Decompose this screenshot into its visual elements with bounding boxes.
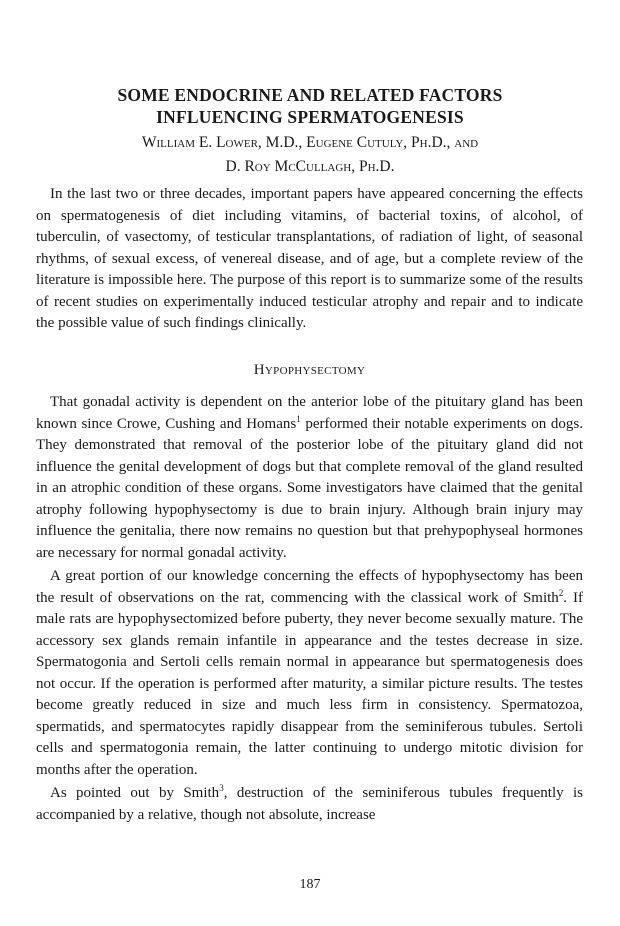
page-number: 187 <box>299 877 321 892</box>
authors-line-1: William E. Lower, M.D., Eugene Cutuly, Ph.D., and <box>141 134 479 151</box>
title-line-1: SOME ENDOCRINE AND RELATED FACTORS <box>117 85 503 105</box>
paragraph-text: As pointed out by Smith <box>50 785 220 801</box>
intro-paragraph: In the last two or three decades, important papers have appeared concerning the effects on spermatogenesis of diet including vitamins, of bacterial toxins, of alcohol, of tuberculin, of vasectomy, of testicular transplantations, of radiation of light, of seasonal rhythms, of sexual excess, of venereal disease, and of age, but a complete review of the literature is impossible here. The purpose of this report is to summarize some of the results of recent studies on experimentally induced testicular atrophy and repair and to indicate the possible value of such findings clinically. <box>36 186 583 331</box>
paragraph-text: A great portion of our knowledge concerning the effects of hypophysectomy has been the result of observations on the rat, commencing with the classical work of Smith <box>36 568 583 606</box>
intro-section <box>36 184 583 335</box>
title-line-2: INFLUENCING SPERMATOGENESIS <box>156 107 464 127</box>
article-title <box>60 84 560 128</box>
hypophysectomy-section <box>36 392 583 826</box>
citation-ref-3: 3 <box>219 783 224 793</box>
paragraph-text: That gonadal activity is dependent on the anterior lobe of the pituitary gland has been known since Crowe, Cushing and Homans <box>36 394 583 432</box>
authors-line-2: D. Roy McCullagh, Ph.D. <box>225 158 395 175</box>
paragraph-text: . If male rats are hypophysectomized before puberty, they never become sexually mature. The accessory sex glands remain infantile in appearance and the testes decrease in size. Spermatogonia and Sertoli cells remain normal in appearance but spermatogenesis does not occur. If the operation is performed after maturity, a similar picture results. The testes become greatly reduced in size and much less firm in consistency. Spermatozoa, spermatids, and spermatocytes rapidly disappear from the seminiferous tubules. Sertoli cells and spermatogonia remain, the latter continuing to undergo mitotic division for months after the operation. <box>36 589 583 778</box>
citation-ref-2: 2 <box>558 587 564 598</box>
citation-ref-1: 1 <box>296 413 301 424</box>
section-heading: Hypophysectomy <box>253 362 366 378</box>
paragraph-text: performed their notable experiments on dogs. They demonstrated that removal of the posterior lobe of the pituitary gland did not influence the genital development of dogs but that complete removal of the gland resulted in an atrophic condition of these organs. Some investigators have claimed that the genital atrophy following hypophysectomy is due to brain injury. Although brain injury may influence the genitalia, there now remains no question but that prehypophyseal hormones are necessary for normal gonadal activity. <box>36 415 583 561</box>
body-paragraph-2 <box>36 566 583 781</box>
body-paragraph-3 <box>36 783 583 826</box>
body-paragraph-1 <box>36 392 583 564</box>
paragraph-text: , destruction of the seminiferous tubules frequently is accompanied by a relative, though not absolute, increase <box>36 785 583 823</box>
author-list <box>40 131 580 179</box>
